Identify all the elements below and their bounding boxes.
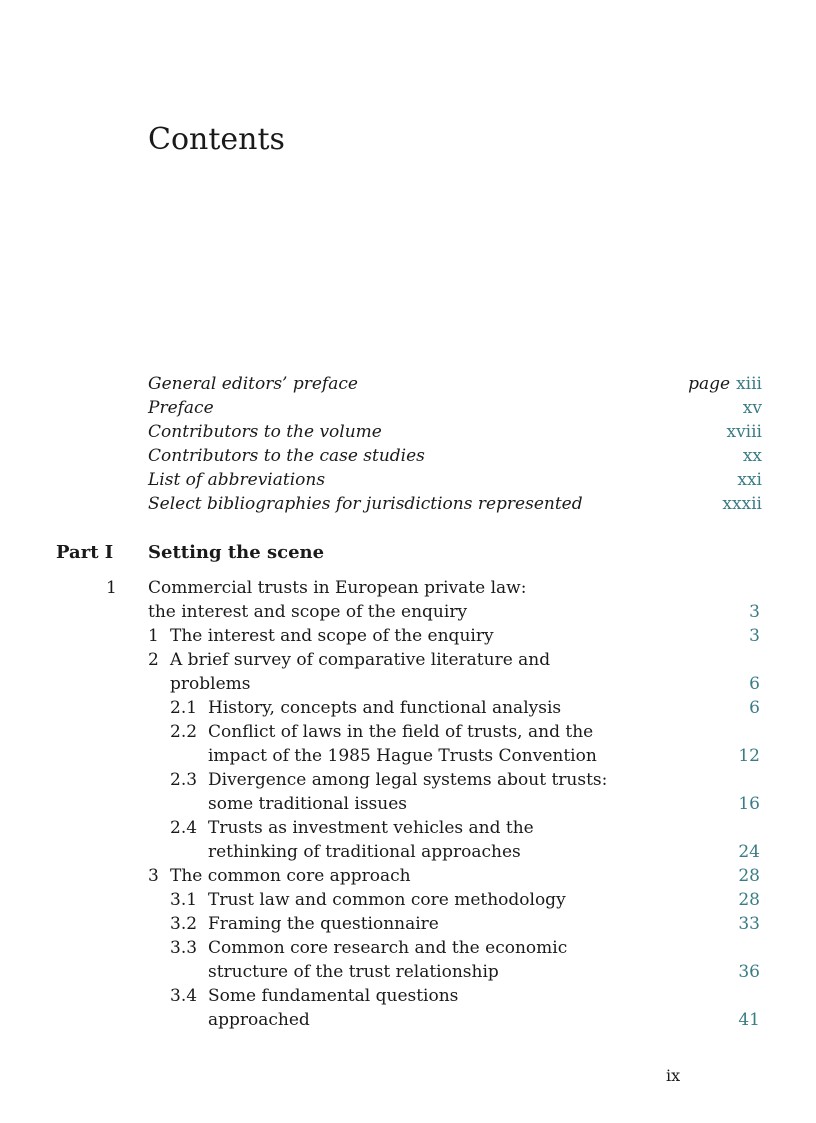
subsection-number: 2.3 [170,770,198,790]
subsection-entry[interactable] [0,984,816,1008]
front-matter-item[interactable] [148,396,762,420]
subsection-title: Common core research and the economic [208,938,568,958]
page-number: xxi [737,470,762,490]
page-number: xxxii [722,494,762,514]
page-number: 3 [749,626,760,646]
front-matter-item[interactable] [148,444,762,468]
section-entry[interactable] [0,864,816,888]
folio-page-number: ix [666,1066,681,1085]
page-number: 28 [738,866,760,886]
part-number: Part I [56,542,114,563]
subsection-entry[interactable] [0,696,816,720]
section-title: The common core approach [170,866,411,886]
page-number: xviii [726,422,762,442]
subsection-entry[interactable] [0,768,816,792]
front-matter-item[interactable] [148,420,762,444]
subsection-entry[interactable] [0,888,816,912]
subsection-title: Conflict of laws in the field of trusts, and the [208,722,594,742]
subsection-entry-cont[interactable] [0,960,816,984]
front-matter-item[interactable] [148,492,762,516]
subsection-title: Trust law and common core methodology [208,890,566,910]
subsection-entry[interactable] [0,936,816,960]
front-matter-label: Preface [148,398,214,418]
subsection-title: structure of the trust relationship [208,962,499,982]
front-matter-item[interactable] [148,372,762,396]
toc-list [0,576,816,1032]
subsection-entry[interactable] [0,816,816,840]
section-number: 2 [148,650,159,670]
front-matter-item[interactable] [148,468,762,492]
page-number: 12 [738,746,760,766]
subsection-entry-cont[interactable] [0,840,816,864]
section-title: A brief survey of comparative literature and [170,650,551,670]
page-number: xx [742,446,762,466]
section-title: problems [170,674,251,694]
subsection-entry[interactable] [0,912,816,936]
front-matter-label: List of abbreviations [148,470,326,490]
section-entry[interactable] [0,624,816,648]
page-number: 3 [749,602,760,622]
section-entry[interactable] [0,648,816,672]
front-matter-label: Contributors to the case studies [148,446,425,466]
section-title: The interest and scope of the enquiry [170,626,494,646]
subsection-title: Some fundamental questions [208,986,459,1006]
part-title: Setting the scene [148,542,325,563]
page-number: 6 [749,674,760,694]
subsection-number: 3.2 [170,914,198,934]
page-number: 6 [749,698,760,718]
page-number: 36 [738,962,760,982]
subsection-entry-cont[interactable] [0,744,816,768]
subsection-entry-cont[interactable] [0,1008,816,1032]
page-number: 41 [738,1010,760,1030]
subsection-number: 2.2 [170,722,198,742]
subsection-number: 3.4 [170,986,198,1006]
subsection-title: impact of the 1985 Hague Trusts Convention [208,746,597,766]
part-heading [56,540,762,566]
front-matter-label: General editors’ preface [148,374,358,394]
subsection-entry[interactable] [0,720,816,744]
subsection-title: approached [208,1010,310,1030]
page-number: xiii [736,374,762,394]
chapter-entry-cont[interactable] [0,600,816,624]
front-matter-label: Contributors to the volume [148,422,382,442]
page-prefix: page [688,374,731,394]
subsection-number: 2.1 [170,698,198,718]
subsection-title: History, concepts and functional analysis [208,698,562,718]
page-number: 33 [738,914,760,934]
section-number: 1 [148,626,159,646]
chapter-entry[interactable] [0,576,816,600]
front-matter-list [148,372,762,516]
page-number: 28 [738,890,760,910]
page-number: 16 [738,794,760,814]
chapter-title: Commercial trusts in European private law: [148,578,527,598]
subsection-number: 2.4 [170,818,198,838]
chapter-title: the interest and scope of the enquiry [148,602,468,622]
page-title: Contents [148,122,285,157]
section-entry-cont[interactable] [0,672,816,696]
page-number: 24 [738,842,760,862]
subsection-title: rethinking of traditional approaches [208,842,521,862]
subsection-entry-cont[interactable] [0,792,816,816]
subsection-number: 3.3 [170,938,198,958]
section-number: 3 [148,866,159,886]
front-matter-label: Select bibliographies for jurisdictions represented [148,494,583,514]
chapter-number: 1 [106,578,117,598]
page-number: xv [742,398,762,418]
subsection-title: Trusts as investment vehicles and the [208,818,534,838]
subsection-title: some traditional issues [208,794,408,814]
subsection-title: Framing the questionnaire [208,914,439,934]
subsection-title: Divergence among legal systems about trusts: [208,770,608,790]
subsection-number: 3.1 [170,890,198,910]
